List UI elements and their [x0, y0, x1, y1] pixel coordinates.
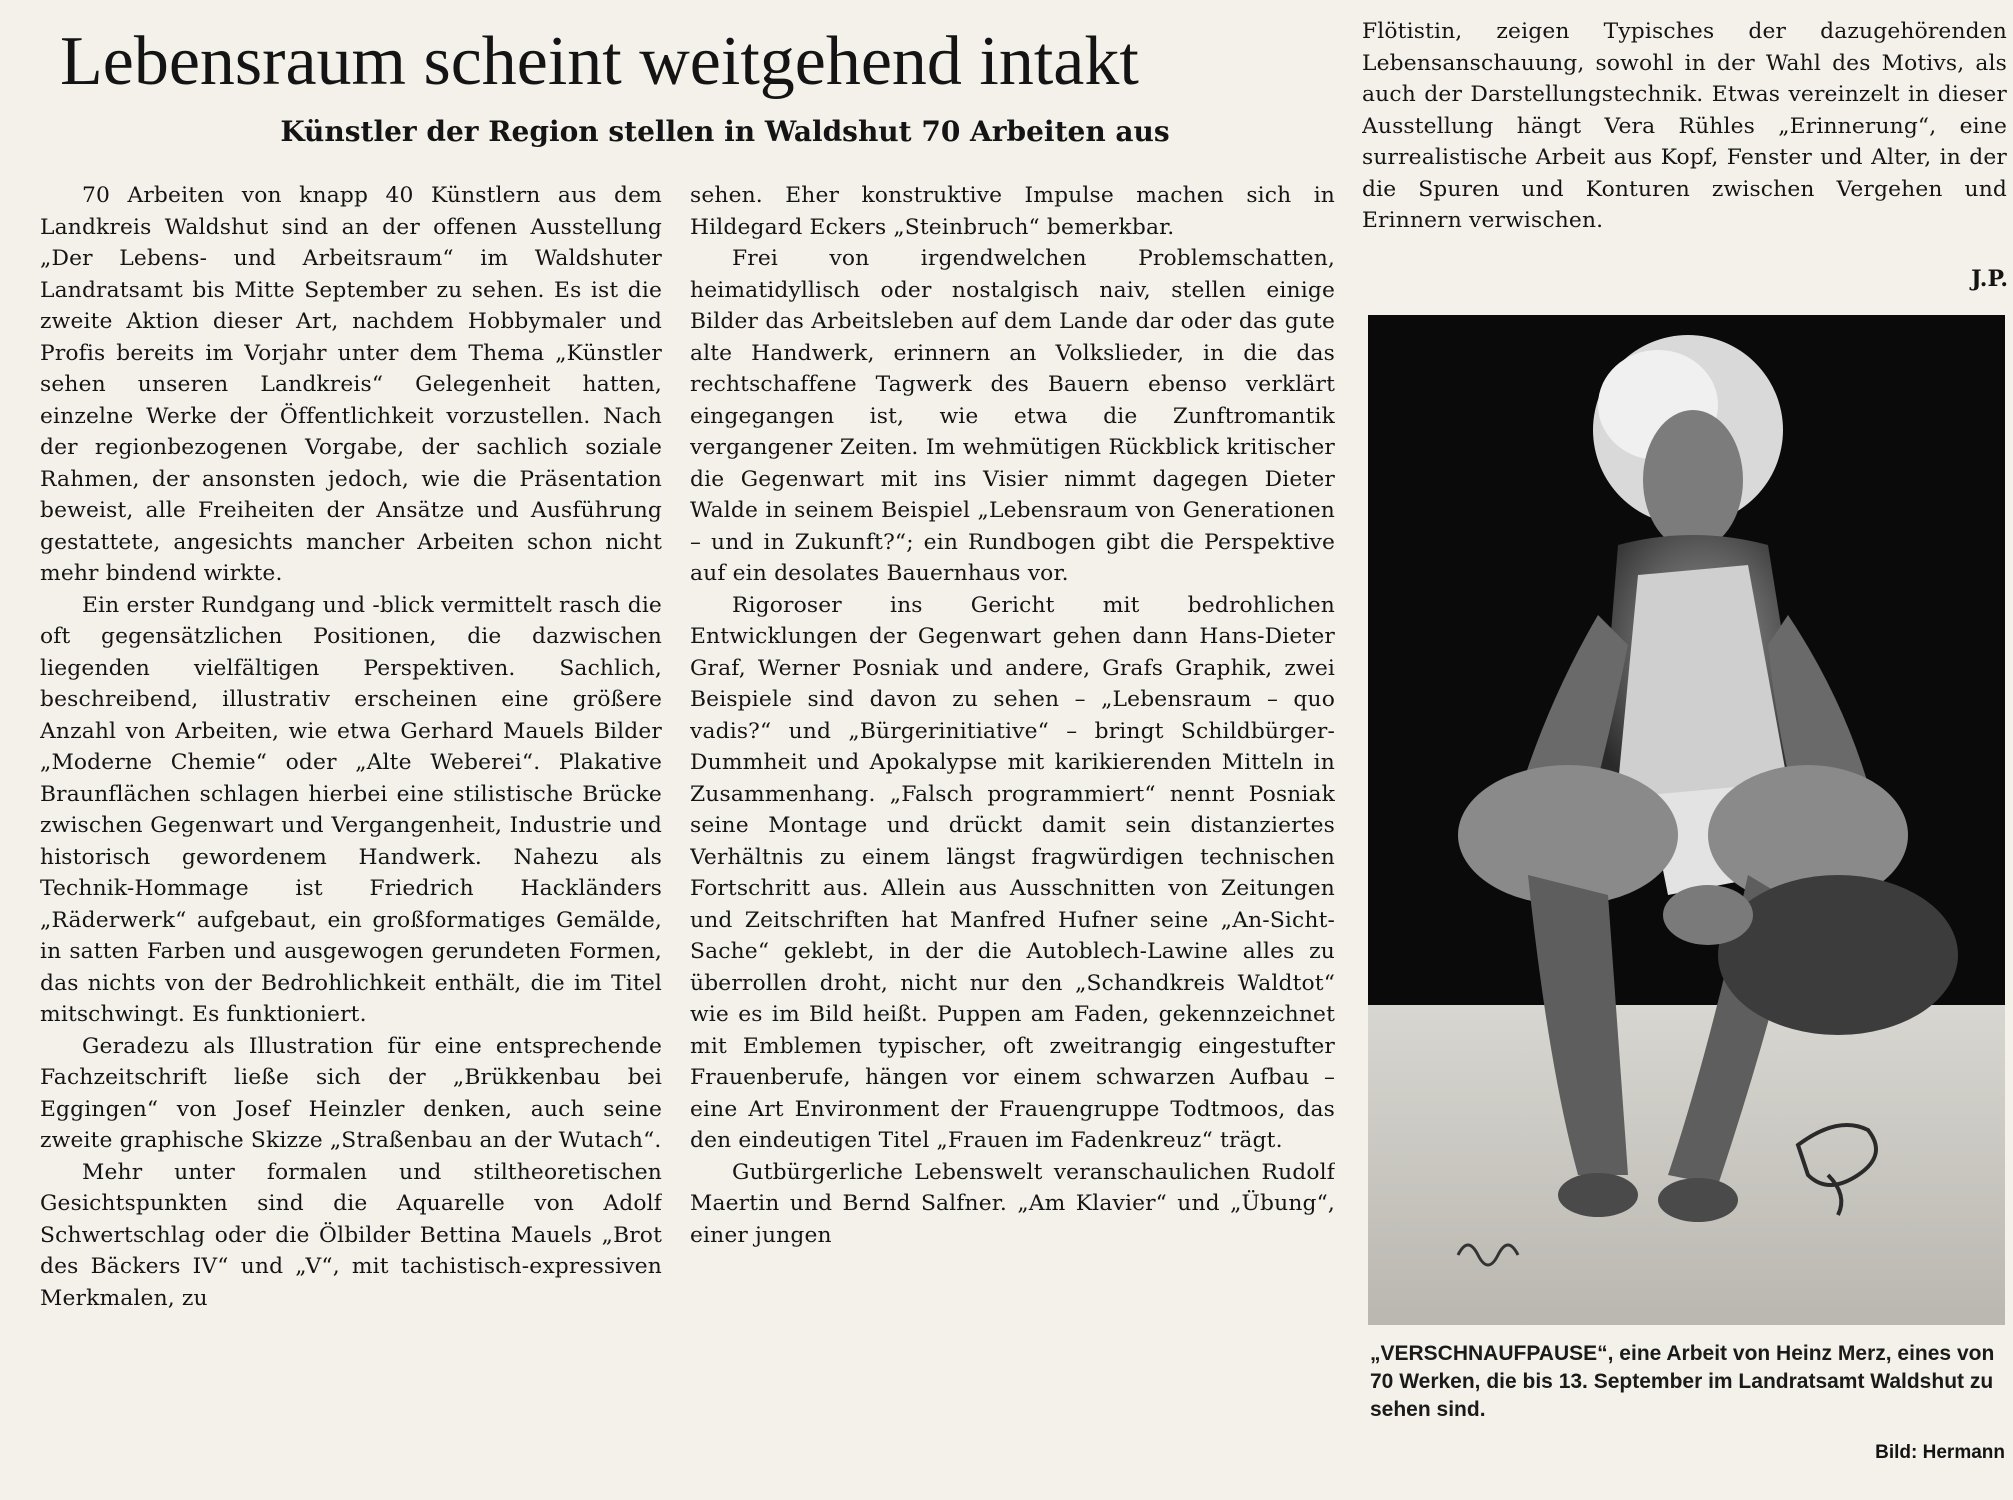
article-column-1 [40, 180, 662, 1480]
paragraph: Mehr unter formalen und stiltheoretischen Gesichtspunkten sind die Aquarelle von Adolf Schwertschlag oder die Ölbilder Bettina Mauels „Brot des Bäckers IV“ und „V“, mit tachistisch-expressiven Merkmalen, zu [40, 1159, 662, 1311]
headline: Lebensraum scheint weitgehend intakt [60, 23, 1139, 100]
paragraph: Gutbürgerliche Lebenswelt veranschaulichen Rudolf Maertin und Bernd Salfner. „Am Klavier“ und „Übung“, einer jungen [690, 1159, 1335, 1248]
artwork-photo [1368, 315, 2005, 1325]
photo-caption: „VERSCHNAUFPAUSE“, eine Arbeit von Heinz Merz, eines von 70 Werken, die bis 13. September im Landratsamt Waldshut zu sehen sind. [1370, 1342, 1995, 1421]
sculpture-photo-illustration [1368, 315, 2005, 1325]
paragraph: Frei von irgendwelchen Problemschatten, heimatidyllisch oder nostalgisch naiv, stellen einige Bilder das Arbeitsleben auf dem Lande dar oder das gute alte Handwerk, erinnern an Volkslieder, in die das rechtschaffene Tagwerk des Bauern ebenso verklärt eingegangen ist, wie etwa die Zunftromantik vergangener Zeiten. Im wehmütigen Rückblick kritischer die Gegenwart mit ins Visier nimmt dagegen Dieter Walde in seinem Beispiel „Lebensraum von Generationen – und in Zukunft?“; ein Rundbogen gibt die Perspektive auf ein desolates Bauernhaus vor. [690, 246, 1335, 586]
paragraph: Ein erster Rundgang und -blick vermittelt rasch die oft gegensätzlichen Positionen, die dazwischen liegenden vielfältigen Perspektiven. Sachlich, beschreibend, illustrativ erscheinen eine größere Anzahl von Arbeiten, wie etwa Gerhard Mauels Bilder „Moderne Chemie“ oder „Alte Weberei“. Plakative Braunflächen schlagen hierbei eine stilistische Brücke zwischen Gegenwart und Vergangenheit, Industrie und historisch gewordenem Handwerk. Nahezu als Technik-Hommage ist Friedrich Hackländers „Räderwerk“ aufgebaut, ein großformatiges Gemälde, in satten Farben und ausgewogen gerundeten Formen, das nichts von der Bedrohlichkeit enthält, die im Titel mitschwingt. Es funktioniert. [40, 592, 662, 1027]
paragraph: Flötistin, zeigen Typisches der dazugehörenden Lebensanschauung, sowohl in der Wahl des Motivs, als auch der Darstellungstechnik. Etwas vereinzelt in dieser Ausstellung hängt Vera Rühles „Erinnerung“, eine surrealistische Arbeit aus Kopf, Fenster und Alter, in der die Spuren und Konturen zwischen Vergehen und Erinnern verwischen. [1362, 19, 2007, 233]
paragraph: Geradezu als Illustration für eine entsprechende Fachzeitschrift ließe sich der „Brükkenbau bei Eggingen“ von Josef Heinzler denken, auch seine zweite graphische Skizze „Straßenbau an der Wutach“. [40, 1033, 662, 1153]
paragraph: Rigoroser ins Gericht mit bedrohlichen Entwicklungen der Gegenwart gehen dann Hans-Dieter Graf, Werner Posniak und andere, Grafs Graphik, zwei Beispiele sind davon zu sehen – „Lebensraum – quo vadis?“ und „Bürgerinitiative“ – bringt Schildbürger-Dummheit und Apokalypse mit karikierenden Mitteln in Zusammenhang. „Falsch programmiert“ nennt Posniak seine Montage und drückt damit sein distanziertes Verhältnis zu einem längst fragwürdigen technischen Fortschritt aus. Allein aus Ausschnitten von Zeitungen und Zeitschriften hat Manfred Hufner seine „An-Sicht-Sache“ geklebt, in der die Autoblech-Lawine alles zu überrollen droht, nicht nur den „Schandkreis Waldtot“ wie es im Bild heißt. Puppen am Faden, gekennzeichnet mit Emblemen typischer, oft zweitrangig eingestufter Frauenberufe, hängen vor einem schwarzen Aufbau – eine Art Environment der Frauengruppe Todtmoos, das den eindeutigen Titel „Frauen im Fadenkreuz“ trägt. [690, 592, 1335, 1153]
paragraph: sehen. Eher konstruktive Impulse machen sich in Hildegard Eckers „Steinbruch“ bemerkbar. [690, 183, 1335, 240]
subheadline: Künstler der Region stellen in Waldshut 70 Arbeiten aus [280, 115, 1170, 148]
author-byline: J.P. [1971, 266, 2008, 292]
photo-credit: Bild: Hermann [1875, 1442, 2005, 1463]
article-column-3 [1362, 16, 2007, 296]
article-column-2 [690, 180, 1335, 1480]
paragraph: 70 Arbeiten von knapp 40 Künstlern aus dem Landkreis Waldshut sind an der offenen Ausstellung „Der Lebens- und Arbeitsraum“ im Waldshuter Landratsamt bis Mitte September zu sehen. Es ist die zweite Aktion dieser Art, nachdem Hobbymaler und Profis bereits im Vorjahr unter dem Thema „Künstler sehen unseren Landkreis“ Gelegenheit hatten, einzelne Werke der Öffentlichkeit vorzustellen. Nach der regionbezogenen Vorgabe, der sachlich soziale Rahmen, der ansonsten jedoch, wie die Präsentation beweist, alle Freiheiten der Ansätze und Ausführung gestattete, angesichts mancher Arbeiten schon nicht mehr bindend wirkte. [40, 183, 662, 586]
